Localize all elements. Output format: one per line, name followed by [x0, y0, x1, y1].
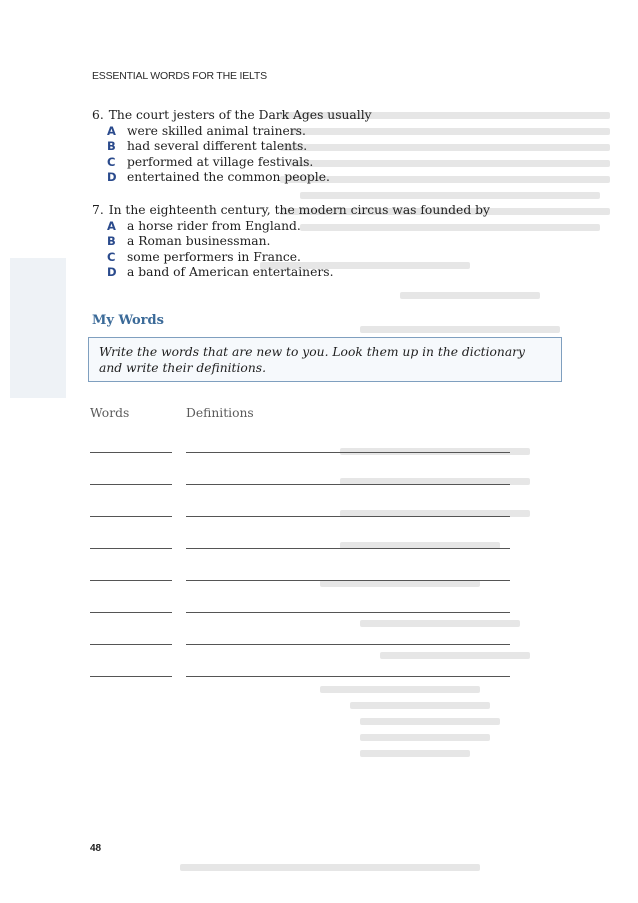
- option-letter: C: [107, 154, 116, 169]
- word-blank-line[interactable]: [90, 676, 172, 677]
- bleed-through-stroke: [360, 750, 470, 757]
- definition-blank-line[interactable]: [186, 484, 510, 485]
- option-letter: C: [107, 249, 116, 264]
- definition-blank-line[interactable]: [186, 644, 510, 645]
- option-letter: B: [107, 139, 116, 153]
- option-a: [92, 219, 490, 235]
- option-text: had several different talents.: [127, 139, 308, 153]
- option-text: performed at village festivals.: [127, 154, 314, 169]
- option-text: a Roman businessman.: [127, 234, 271, 248]
- definition-blank-line[interactable]: [186, 516, 510, 517]
- question-7: [92, 203, 490, 281]
- option-text: were skilled animal trainers.: [127, 123, 306, 138]
- option-letter: D: [107, 170, 117, 184]
- option-b: [92, 234, 490, 250]
- bleed-through-tab: [10, 258, 66, 398]
- option-text: entertained the common people.: [127, 170, 330, 184]
- words-column-header: Words: [90, 406, 130, 420]
- word-blank-line[interactable]: [90, 548, 172, 549]
- definitions-column-header: Definitions: [186, 406, 254, 420]
- question-number: 7.: [92, 203, 104, 217]
- bleed-through-stroke: [350, 702, 490, 709]
- bleed-through-stroke: [400, 292, 540, 299]
- definition-blank-line[interactable]: [186, 452, 510, 453]
- bleed-through-stroke: [360, 326, 560, 333]
- my-words-heading: My Words: [92, 313, 164, 328]
- option-d: [92, 265, 490, 281]
- word-blank-line[interactable]: [90, 516, 172, 517]
- question-stem: The court jesters of the Dark Ages usually: [108, 108, 372, 122]
- bleed-through-stroke: [360, 620, 520, 627]
- word-blank-line[interactable]: [90, 484, 172, 485]
- option-c: [92, 250, 490, 266]
- bleed-through-stroke: [320, 686, 480, 693]
- bleed-through-stroke: [320, 580, 480, 587]
- definition-blank-line[interactable]: [186, 612, 510, 613]
- word-blank-line[interactable]: [90, 580, 172, 581]
- instruction-box: Write the words that are new to you. Look them up in the dictionary and write their definitions.: [88, 337, 562, 382]
- bleed-through-stroke: [180, 864, 480, 871]
- option-a: [92, 124, 372, 140]
- option-b: [92, 139, 372, 155]
- question-number: 6.: [92, 108, 104, 122]
- bleed-through-stroke: [300, 192, 600, 199]
- word-blank-line[interactable]: [90, 644, 172, 645]
- word-blank-line[interactable]: [90, 612, 172, 613]
- option-letter: D: [107, 265, 117, 279]
- option-text: a horse rider from England.: [127, 218, 301, 233]
- bleed-through-stroke: [360, 718, 500, 725]
- option-letter: B: [107, 234, 116, 248]
- option-letter: A: [107, 123, 116, 138]
- running-header: ESSENTIAL WORDS FOR THE IELTS: [92, 70, 267, 82]
- question-stem: In the eighteenth century, the modern circus was founded by: [108, 203, 490, 217]
- definition-blank-line[interactable]: [186, 580, 510, 581]
- definition-blank-line[interactable]: [186, 548, 510, 549]
- question-6: [92, 108, 372, 186]
- bleed-through-stroke: [380, 652, 530, 659]
- option-c: [92, 155, 372, 171]
- option-text: some performers in France.: [127, 249, 301, 264]
- definition-blank-line[interactable]: [186, 676, 510, 677]
- option-letter: A: [107, 218, 116, 233]
- option-d: [92, 170, 372, 186]
- page-number: 48: [90, 843, 102, 854]
- word-blank-line[interactable]: [90, 452, 172, 453]
- option-text: a band of American entertainers.: [127, 265, 334, 279]
- bleed-through-stroke: [360, 734, 490, 741]
